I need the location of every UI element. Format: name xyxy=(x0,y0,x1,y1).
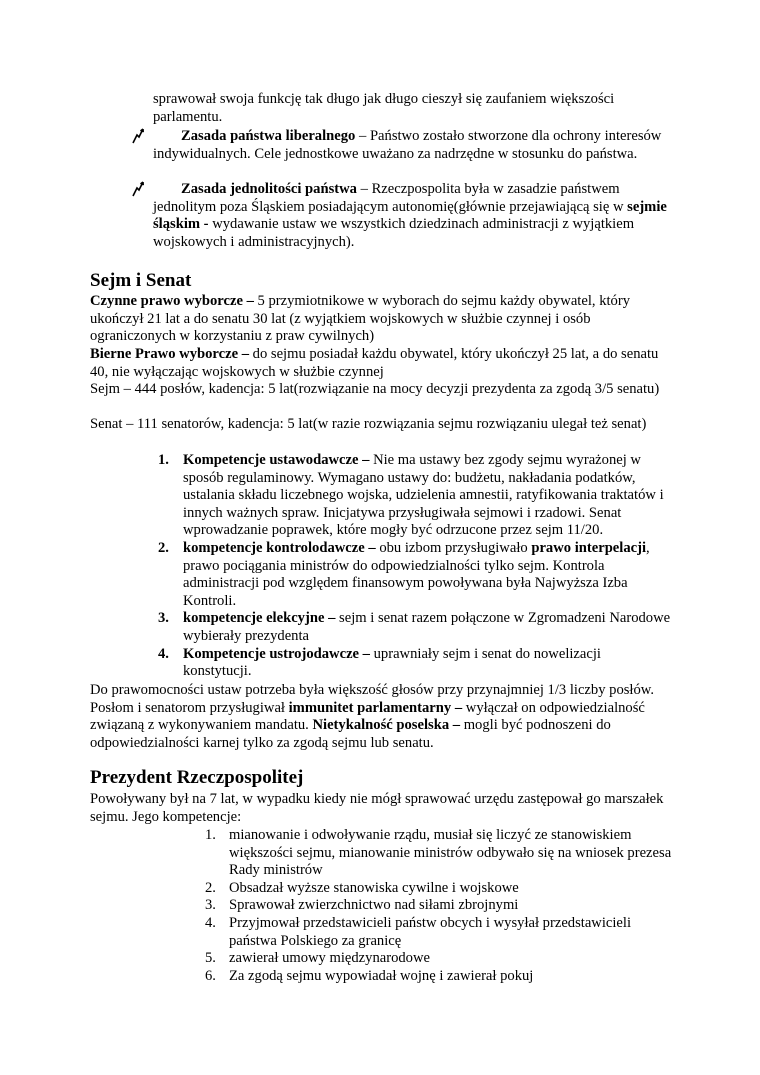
list-text: Nie ma ustawy bez zgody sejmu wyrażonej w sposób regulaminowy. Wymagano ustawy do: budżetu, nakładania podatków, ustalania składu liczebnego wojska, udzielenia amnestii, ratyfikowania traktatów i innych ważnych spraw. Inicjatywa przysługiwała sejmowi i rzadowi. Senat wprowadzanie poprawek, które mogły być odrzucone przez sejm 11/20. xyxy=(183,452,664,539)
list-item xyxy=(205,950,675,968)
bullet-liberal-state xyxy=(130,128,675,163)
closing-text-b: wyłączał on odpowiedzialność związaną z wykonywaniem mandatu. xyxy=(90,699,645,734)
term-czynne: Czynne prawo wyborcze – xyxy=(90,293,254,309)
list-term: kompetencje kontrolodawcze – xyxy=(183,539,376,556)
term-immunitet: immunitet parlamentarny – xyxy=(288,699,463,716)
list-item xyxy=(158,646,673,681)
paragraph-bierne xyxy=(90,346,675,381)
text-czynne: 5 przymiotnikowe w wyborach do sejmu każdy obywatel, który ukończył 21 lat a do senatu 30 lat (z wyjątkiem wojskowych w służbie czynnej i osób ograniczonych w korzystaniu z praw cywilnych) xyxy=(90,293,631,345)
list-text: sejm i senat razem połączone w Zgromadzeni Narodowe wybierały prezydenta xyxy=(183,610,671,644)
closing-text-a: Do prawomocności ustaw potrzeba była większość głosów przy przynajmniej 1/3 liczby posłów. Posłom i senatorom przysługiwał xyxy=(90,682,655,716)
list-term: Kompetencje ustrojodawcze – xyxy=(183,645,370,662)
bullet-text: – Państwo zostało stworzone dla ochrony interesów indywidualnych. Cele jednostkowe uważano za nadrzędne w stosunku do państwa. xyxy=(153,128,662,162)
paragraph-prezydent-intro: Powoływany był na 7 lat, w wypadku kiedy nie mógł sprawować urzędu zastępował go marszałek sejmu. Jego kompetencje: xyxy=(90,791,664,825)
list-number: 3. xyxy=(205,897,216,914)
closing-text-c: mogli być podnoszeni do odpowiedzialności karnej tylko za zgodą sejmu lub senatu. xyxy=(90,717,611,751)
paragraph-senat: Senat – 111 senatorów, kadencja: 5 lat(w razie rozwiązania sejmu rozwiązaniu ulegał też senat) xyxy=(90,416,647,432)
list-number: 1. xyxy=(158,452,169,468)
bullet-bold: Zasada jednolitości państwa xyxy=(181,181,357,197)
list-number: 4. xyxy=(158,645,169,662)
list-text: obu izbom przysługiwało xyxy=(375,539,532,556)
list-text: Przyjmował przedstawicieli państw obcych i wysyłał przedstawicieli państwa Polskiego za granicę xyxy=(229,914,632,949)
list-text: mianowanie i odwoływanie rządu, musiał się liczyć ze stanowiskiem większości sejmu, mianowanie ministrów odbywało się na wniosek prezesa Rady ministrów xyxy=(229,827,672,879)
heading-prezydent: Prezydent Rzeczpospolitej xyxy=(90,767,304,788)
list-number: 6. xyxy=(205,967,216,984)
list-text: zawierał umowy międzynarodowe xyxy=(229,950,430,967)
list-item xyxy=(158,540,673,610)
paragraph-sejm: Sejm – 444 posłów, kadencja: 5 lat(rozwiązanie na mocy decyzji prezydenta za zgodą 3/5 senatu) xyxy=(90,381,660,397)
bullet-text: – Rzeczpospolita była w zasadzie państwem jednolitym poza Śląskiem posiadającym autonomię(głównie przejawiającą się w xyxy=(153,181,628,215)
list-term: Kompetencje ustawodawcze – xyxy=(183,452,370,468)
paragraph-czynne xyxy=(90,293,675,346)
list-item xyxy=(205,968,675,986)
list-text: Za zgodą sejmu wypowiadał wojnę i zawierał pokuj xyxy=(229,967,534,984)
paragraph-closing xyxy=(90,682,675,752)
lightning-bullet-icon xyxy=(130,181,150,203)
list-text: Sprawował zwierzchnictwo nad siłami zbrojnymi xyxy=(229,897,519,914)
list-number: 2. xyxy=(205,879,216,896)
list-text: uprawniały sejm i senat do nowelizacji konstytucji. xyxy=(183,645,601,680)
list-item xyxy=(205,880,675,898)
list-number: 3. xyxy=(158,610,169,627)
heading-sejm-senat: Sejm i Senat xyxy=(90,270,192,291)
president-competences-list xyxy=(205,827,675,985)
list-item xyxy=(205,827,675,880)
bullet-bold: Zasada państwa liberalnego xyxy=(181,128,356,144)
list-item xyxy=(158,610,673,645)
list-number: 4. xyxy=(205,914,216,931)
list-number: 1. xyxy=(205,827,216,843)
competences-list xyxy=(158,452,673,681)
list-term-inline: prawo interpelacji xyxy=(531,539,647,556)
bullet-text-cont: wydawanie ustaw we wszystkich dziedzinach administracji z wyjątkiem wojskowych i administracyjnych). xyxy=(153,216,635,250)
list-text: Obsadzał wyższe stanowiska cywilne i wojskowe xyxy=(229,879,519,896)
term-bierne: Bierne Prawo wyborcze – xyxy=(90,346,249,362)
top-fragment: sprawował swoja funkcję tak długo jak długo cieszył się zaufaniem większości parlamentu. xyxy=(153,91,615,125)
list-term: kompetencje elekcyjne – xyxy=(183,610,336,627)
list-item xyxy=(205,915,675,950)
list-text-cont: , prawo pociągania ministrów do odpowiedzialności tylko sejm. Kontrola administracji pod względem finansowym powoływana była Najwyższa Izba Kontroli. xyxy=(183,539,650,609)
list-number: 5. xyxy=(205,950,216,967)
lightning-bullet-icon xyxy=(130,128,150,150)
list-number: 2. xyxy=(158,539,169,556)
term-nietykalnosc: Nietykalność poselska – xyxy=(312,717,461,734)
bullet-unitary-state xyxy=(130,181,675,251)
text-bierne: do sejmu posiadał każdu obywatel, który ukończył 25 lat, a do senatu 40, nie wyłączając wojskowych w służbie czynnej xyxy=(90,346,659,380)
bullet-bold-inline: sejmie śląskim - xyxy=(153,198,667,233)
list-item xyxy=(205,897,675,915)
list-item xyxy=(158,452,673,540)
